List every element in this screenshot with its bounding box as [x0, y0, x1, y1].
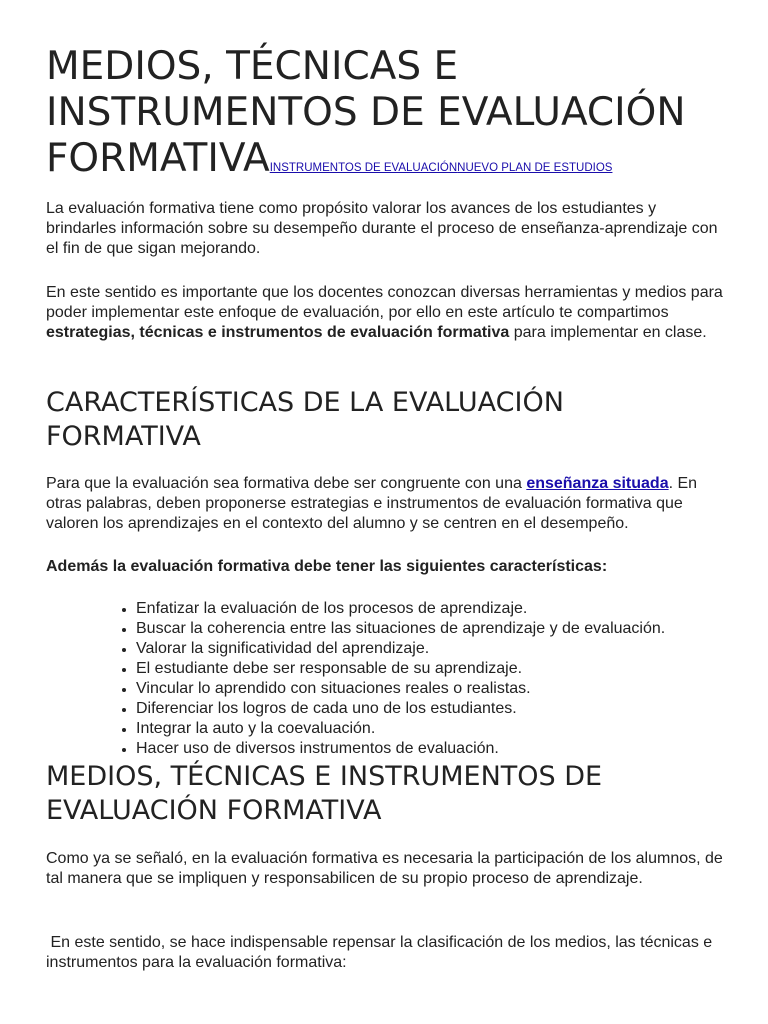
- intro-paragraph-2-bold: estrategias, técnicas e instrumentos de evaluación formativa: [46, 324, 510, 341]
- list-item: • Integrar la auto y la coevaluación.: [136, 719, 768, 739]
- list-item: • Diferenciar los logros de cada uno de los estudiantes.: [136, 699, 768, 719]
- list-item: • Valorar la significatividad del aprendizaje.: [136, 639, 768, 659]
- ensenanza-situada-link[interactable]: enseñanza situada: [526, 475, 669, 492]
- characteristics-list: [90, 599, 768, 759]
- characteristics-list-intro-text: Además la evaluación formativa debe tener las siguientes características:: [46, 558, 608, 575]
- list-item: • Enfatizar la evaluación de los procesos de aprendizaje.: [136, 599, 768, 619]
- characteristics-paragraph-end: . En otras palabras, deben proponerse estrategias e instrumentos de evaluación formativa que valoren los aprendizajes en el contexto del alumno y se centren en el desempeño.: [46, 475, 698, 532]
- list-item: • Buscar la coherencia entre las situaciones de aprendizaje y de evaluación.: [136, 619, 768, 639]
- intro-paragraph-1: La evaluación formativa tiene como propósito valorar los avances de los estudiantes y brindarles información sobre su desempeño durante el proceso de enseñanza-aprendizaje con el fin de que sigan mejorando.: [46, 200, 718, 257]
- list-item: • Hacer uso de diversos instrumentos de evaluación.: [136, 739, 768, 759]
- intro-paragraph-2-end: para implementar en clase.: [509, 324, 707, 341]
- media-paragraph-2: En este sentido, se hace indispensable repensar la clasificación de los medios, las técnicas e instrumentos para la evaluación formativa:: [46, 934, 717, 971]
- characteristics-paragraph-start: Para que la evaluación sea formativa debe ser congruente con una: [46, 475, 527, 492]
- tag-link-instrumentos[interactable]: INSTRUMENTOS DE EVALUACIÓN: [269, 162, 458, 174]
- page-title-text: MEDIOS, TÉCNICAS E INSTRUMENTOS DE EVALUACIÓN FORMATIVA: [46, 44, 686, 181]
- list-item: • Vincular lo aprendido con situaciones reales o realistas.: [136, 679, 768, 699]
- intro-paragraph-2: [46, 283, 726, 343]
- tag-link-nuevo-plan[interactable]: NUEVO PLAN DE ESTUDIOS: [457, 162, 613, 174]
- page-title: [46, 44, 746, 182]
- media-paragraph-1: Como ya se señaló, en la evaluación formativa es necesaria la participación de los alumnos, de tal manera que se impliquen y responsabilicen de su propio proceso de aprendizaje.: [46, 850, 723, 887]
- media-heading: MEDIOS, TÉCNICAS E INSTRUMENTOS DE EVALUACIÓN FORMATIVA: [46, 761, 603, 826]
- characteristics-paragraph: [46, 474, 726, 534]
- intro-paragraph-2-start: En este sentido es importante que los docentes conozcan diversas herramientas y medios para poder implementar este enfoque de evaluación, por ello en este artículo te compartimos: [46, 284, 723, 321]
- characteristics-heading: CARACTERÍSTICAS DE LA EVALUACIÓN FORMATIVA: [46, 387, 564, 452]
- characteristics-list-intro: [46, 557, 726, 577]
- list-item: • El estudiante debe ser responsable de su aprendizaje.: [136, 659, 768, 679]
